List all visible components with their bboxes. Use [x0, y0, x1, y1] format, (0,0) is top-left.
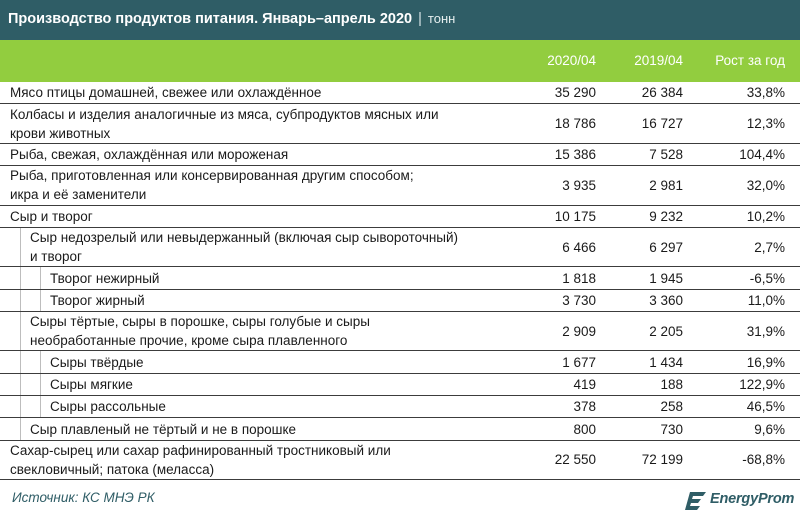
value-2019: 2 205	[649, 323, 683, 339]
row-label-line: Сыр плавленый не тёртый и не в порошке	[30, 421, 297, 437]
indent-divider	[20, 312, 21, 351]
growth-value: -68,8%	[742, 452, 785, 468]
row-label	[10, 144, 500, 165]
row-label	[30, 312, 500, 351]
table-row	[0, 166, 800, 206]
row-label	[10, 82, 500, 103]
row-label	[10, 206, 500, 227]
value-2019: 1 434	[649, 354, 683, 370]
growth-value: -6,5%	[749, 270, 785, 286]
row-label-line: крови животных	[10, 125, 111, 141]
table-row	[0, 82, 800, 104]
value-2019: 7 528	[649, 146, 683, 162]
brand-name: EnergyProm	[710, 491, 795, 507]
table-row	[0, 351, 800, 373]
growth-value: 9,6%	[754, 421, 785, 437]
row-label-line: Сыр и творог	[10, 208, 93, 224]
value-2020: 800	[573, 421, 596, 437]
value-2019: 9 232	[649, 208, 683, 224]
unit-label: тонн	[427, 11, 456, 26]
growth-value: 32,0%	[746, 177, 785, 193]
growth-value: 31,9%	[746, 323, 785, 339]
source-note: Источник: КС МНЭ РК	[12, 490, 155, 505]
row-label	[10, 441, 500, 480]
row-label-line: Сыры тёртые, сыры в порошке, сыры голубые и сыры	[30, 314, 370, 330]
brand-logo	[684, 488, 800, 514]
table-row	[0, 441, 800, 481]
indent-divider	[40, 374, 41, 395]
row-label-line: Мясо птицы домашней, свежее или охлаждённое	[10, 85, 322, 101]
row-label-line: Сыры рассольные	[50, 399, 166, 415]
growth-value: 12,3%	[746, 116, 785, 132]
row-label	[30, 228, 500, 267]
title-bar	[0, 0, 800, 40]
value-2020: 3 730	[562, 292, 596, 308]
row-label-line: Рыба, свежая, охлаждённая или мороженая	[10, 146, 289, 162]
indent-divider	[20, 228, 21, 267]
row-label	[50, 267, 500, 288]
table-row	[0, 206, 800, 228]
growth-value: 11,0%	[747, 292, 785, 308]
growth-value: 46,5%	[746, 399, 785, 415]
growth-value: 104,4%	[739, 146, 785, 162]
table-row	[0, 374, 800, 396]
row-label	[50, 290, 500, 311]
page-title	[8, 11, 455, 27]
indent-divider	[40, 396, 41, 417]
column-header-2019: 2019/04	[634, 53, 683, 68]
table-row	[0, 418, 800, 440]
table-row	[0, 267, 800, 289]
column-header-growth: Рост за год	[715, 53, 785, 68]
value-2019: 26 384	[641, 85, 683, 101]
indent-divider	[20, 418, 21, 439]
value-2020: 1 677	[562, 354, 596, 370]
table-row	[0, 104, 800, 144]
row-label-line: Сыры мягкие	[50, 376, 133, 392]
row-label-line: необработанные прочие, кроме сыра плавленного	[30, 333, 348, 349]
row-label-line: Сахар-сырец или сахар рафинированный тростниковый или	[10, 442, 391, 458]
growth-value: 122,9%	[739, 376, 785, 392]
row-label	[50, 396, 500, 417]
row-label-line: Творог нежирный	[50, 270, 160, 286]
row-label	[50, 351, 500, 372]
indent-divider	[20, 267, 21, 288]
value-2019: 2 981	[649, 177, 683, 193]
value-2020: 35 290	[554, 85, 596, 101]
column-header-2020: 2020/04	[547, 53, 596, 68]
growth-value: 16,9%	[746, 354, 785, 370]
growth-value: 33,8%	[746, 85, 785, 101]
indent-divider	[20, 396, 21, 417]
value-2020: 419	[573, 376, 596, 392]
indent-divider	[40, 267, 41, 288]
footer	[0, 486, 800, 516]
table-row	[0, 396, 800, 418]
value-2020: 378	[573, 399, 596, 415]
value-2020: 3 935	[562, 177, 596, 193]
row-label	[10, 166, 500, 205]
value-2019: 16 727	[641, 116, 683, 132]
growth-value: 2,7%	[754, 239, 785, 255]
indent-divider	[20, 351, 21, 372]
energyprom-logo-icon	[684, 488, 710, 514]
indent-divider	[40, 351, 41, 372]
title-separator: |	[418, 11, 422, 27]
indent-divider	[40, 290, 41, 311]
table-row	[0, 312, 800, 352]
row-label-line: Сыр недозрелый или невыдержанный (включая сыр сывороточный)	[30, 230, 459, 246]
value-2019: 730	[660, 421, 683, 437]
row-label-line: и творог	[30, 249, 82, 265]
value-2020: 15 386	[554, 146, 596, 162]
value-2019: 3 360	[649, 292, 683, 308]
value-2019: 1 945	[649, 270, 683, 286]
value-2020: 6 466	[562, 239, 596, 255]
title-text: Производство продуктов питания. Январь–апрель 2020	[8, 11, 413, 27]
value-2020: 10 175	[554, 208, 596, 224]
value-2019: 188	[660, 376, 683, 392]
value-2019: 258	[660, 399, 683, 415]
value-2020: 18 786	[554, 116, 596, 132]
row-label	[30, 418, 500, 439]
table-row	[0, 144, 800, 166]
indent-divider	[20, 290, 21, 311]
table-header	[0, 40, 800, 82]
value-2020: 2 909	[562, 323, 596, 339]
indent-divider	[20, 374, 21, 395]
table-row	[0, 228, 800, 268]
value-2020: 1 818	[562, 270, 596, 286]
value-2020: 22 550	[554, 452, 596, 468]
row-label-line: Рыба, приготовленная или консервированная другим способом;	[10, 168, 414, 184]
data-table	[0, 82, 800, 480]
row-label-line: Творог жирный	[50, 292, 145, 308]
row-label-line: Сыры твёрдые	[50, 354, 144, 370]
row-label	[50, 374, 500, 395]
row-label-line: свекловичный; патока (меласса)	[10, 461, 215, 477]
value-2019: 72 199	[641, 452, 683, 468]
row-label-line: Колбасы и изделия аналогичные из мяса, субпродуктов мясных или	[10, 106, 439, 122]
table-row	[0, 290, 800, 312]
value-2019: 6 297	[649, 239, 683, 255]
growth-value: 10,2%	[746, 208, 785, 224]
row-label-line: икра и её заменители	[10, 187, 147, 203]
row-label	[10, 104, 500, 143]
